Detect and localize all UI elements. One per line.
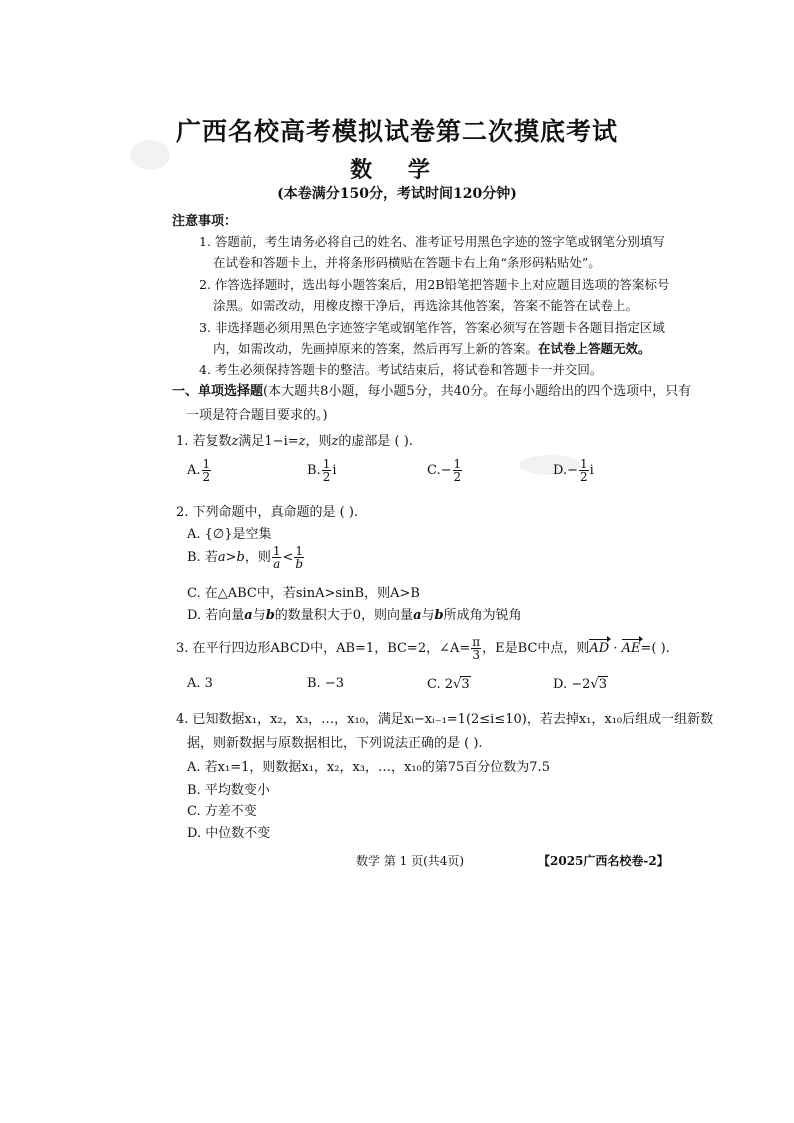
vector-a: a xyxy=(244,608,253,623)
minus-sign: − xyxy=(567,463,578,478)
vector-ad: AD xyxy=(589,641,610,656)
numerator: π xyxy=(472,635,481,649)
option-text: D. −2 xyxy=(553,677,591,692)
notice-heading: 注意事项： xyxy=(172,214,238,229)
var-a: a xyxy=(217,550,226,565)
fraction xyxy=(471,636,481,661)
notice-line-3: 2. 作答选择题时，选出每小题答案后，用2B铅笔把答题卡上对应题目选项的答案标号 xyxy=(199,277,670,292)
option-letter: D. xyxy=(553,463,568,478)
fraction xyxy=(272,545,282,570)
sqrt-sign: √ xyxy=(590,677,599,692)
question-2-stem: 2. 下列命题中，真命题的是 ( ). xyxy=(176,505,359,520)
numerator: 1 xyxy=(453,457,462,471)
denominator: 2 xyxy=(322,470,331,484)
notice-line-4: 涂黑。如需改动，用橡皮擦干净后，再选涂其他答案，答案不能答在试卷上。 xyxy=(213,298,639,313)
question-3-stem xyxy=(176,636,670,661)
q4-option-c[interactable]: C. 方差不变 xyxy=(187,804,257,819)
dot-sign: · xyxy=(609,641,622,656)
q4-option-b[interactable]: B. 平均数变小 xyxy=(187,783,270,798)
denominator: 3 xyxy=(472,648,481,662)
vector-b: b xyxy=(434,608,444,623)
q1-var-z: z xyxy=(231,434,239,449)
fraction xyxy=(202,458,212,483)
option-letter: C. xyxy=(427,463,441,478)
q3-text-c: =( ). xyxy=(640,641,670,656)
q1-option-d[interactable] xyxy=(553,458,594,483)
notice-line-1: 1. 答题前，考生请务必将自己的姓名、准考证号用黑色字迹的签字笔或钢笔分别填写 xyxy=(199,234,665,249)
vector-b: b xyxy=(265,608,275,623)
page-number: 数学 第 1 页(共4页) xyxy=(356,854,465,868)
notice-line-6 xyxy=(213,339,651,357)
vector-a: a xyxy=(413,608,422,623)
q3-option-c[interactable] xyxy=(427,676,471,692)
q3-option-a[interactable]: A. 3 xyxy=(187,676,213,691)
denominator: 2 xyxy=(580,470,588,484)
question-4-stem-line-2: 据，则新数据与原数据相比，下列说法正确的是 ( ). xyxy=(187,736,483,751)
option-text: B. 若 xyxy=(187,550,218,565)
sqrt-radicand: 3 xyxy=(461,677,470,692)
notice-line-7: 4. 考生必须保持答题卡的整洁。考试结束后，将试卷和答题卡一并交回。 xyxy=(199,362,603,377)
q1-text-b: 满足1−i xyxy=(238,434,288,449)
score-time-line: (本卷满分150分，考试时间120分钟) xyxy=(277,186,517,202)
q3-option-d[interactable] xyxy=(553,676,608,692)
numerator: 1 xyxy=(202,457,211,471)
subject-title: 数 学 xyxy=(350,157,444,183)
notice-line-5: 3. 非选择题必须用黑色字迹签字笔或钢笔作答，答案必须写在答题卡各题目指定区域 xyxy=(199,320,665,335)
numerator: 1 xyxy=(322,457,331,471)
option-text: 的数量积大于0，则向量 xyxy=(274,608,414,623)
q1-option-a[interactable] xyxy=(187,458,212,483)
q3-option-b[interactable]: B. −3 xyxy=(307,676,344,691)
q2-option-c[interactable]: C. 在△ABC中，若sinA>sinB，则A>B xyxy=(187,586,420,601)
numerator: 1 xyxy=(580,457,588,471)
denominator: 2 xyxy=(202,470,211,484)
imag-unit: i xyxy=(589,463,594,478)
q1-eq: =z xyxy=(287,434,306,449)
q1-text-a: 1. 若复数 xyxy=(176,434,232,449)
denominator: a xyxy=(273,557,281,571)
option-letter: A. xyxy=(187,463,201,478)
q4-option-d[interactable]: D. 中位数不变 xyxy=(187,826,271,841)
section-1-desc-2: 一项是符合题目要求的。) xyxy=(186,408,328,423)
q2-option-b[interactable] xyxy=(187,545,305,570)
paper-code: 【2025广西名校卷-2】 xyxy=(538,854,669,868)
var-b: b xyxy=(236,550,245,565)
option-text: 所成角为锐角 xyxy=(443,608,522,623)
fraction xyxy=(453,458,463,483)
q1-var-z-2: z xyxy=(331,434,339,449)
question-4-stem-line-1: 4. 已知数据x₁，x₂，x₃，…，x₁₀，满足xᵢ−xᵢ₋₁=1(2≤i≤10)，若去掉x₁，x₁₀后组成一组新数 xyxy=(176,712,714,727)
question-1-stem xyxy=(176,430,413,449)
numerator: 1 xyxy=(295,544,304,558)
notice-invalid-warning: 在试卷上答题无效。 xyxy=(538,341,651,356)
q3-text-a: 3. 在平行四边形ABCD中，AB=1，BC=2，∠A= xyxy=(176,641,471,656)
q1-text-d: 的虚部是 ( ). xyxy=(338,434,413,449)
gt-sign: > xyxy=(225,550,237,565)
denominator: b xyxy=(295,557,304,571)
q1-text-c: ，则 xyxy=(305,434,332,449)
fraction xyxy=(322,458,332,483)
fraction xyxy=(579,458,589,483)
q4-option-a[interactable]: A. 若x₁=1，则数据x₁，x₂，x₃，…，x₁₀的第75百分位数为7.5 xyxy=(187,760,550,775)
fraction xyxy=(294,545,304,570)
section-1-desc: (本大题共8小题，每小题5分，共40分。在每小题给出的四个选项中，只有 xyxy=(263,384,692,399)
lt-sign: < xyxy=(282,550,294,565)
q1-option-c[interactable] xyxy=(427,458,463,483)
option-text: 与 xyxy=(421,608,435,623)
section-1-header xyxy=(172,380,691,399)
sqrt-sign: √ xyxy=(453,677,462,692)
sqrt-radicand: 3 xyxy=(598,677,607,692)
option-letter: B. xyxy=(307,463,321,478)
section-1-title: 一、单项选择题 xyxy=(172,384,264,399)
imag-unit: i xyxy=(332,463,337,478)
q3-text-b: ，E是BC中点，则 xyxy=(482,641,590,656)
q2-option-d[interactable] xyxy=(187,604,522,623)
minus-sign: − xyxy=(440,463,452,478)
vector-ae: AE xyxy=(621,641,641,656)
option-text: D. 若向量 xyxy=(187,608,245,623)
denominator: 2 xyxy=(453,470,462,484)
q1-option-b[interactable] xyxy=(307,458,337,483)
exam-title: 广西名校高考模拟试卷第二次摸底考试 xyxy=(175,117,618,146)
notice-line-2: 在试卷和答题卡上，并将条形码横贴在答题卡右上角“条形码粘贴处”。 xyxy=(213,255,601,270)
option-text: 与 xyxy=(252,608,266,623)
notice-line-6-text: 内，如需改动，先画掉原来的答案，然后再写上新的答案。 xyxy=(213,341,539,356)
option-text: C. 2 xyxy=(427,677,454,692)
option-text: ，则 xyxy=(244,550,271,565)
numerator: 1 xyxy=(272,544,281,558)
q2-option-a[interactable]: A. {∅}是空集 xyxy=(187,527,272,542)
